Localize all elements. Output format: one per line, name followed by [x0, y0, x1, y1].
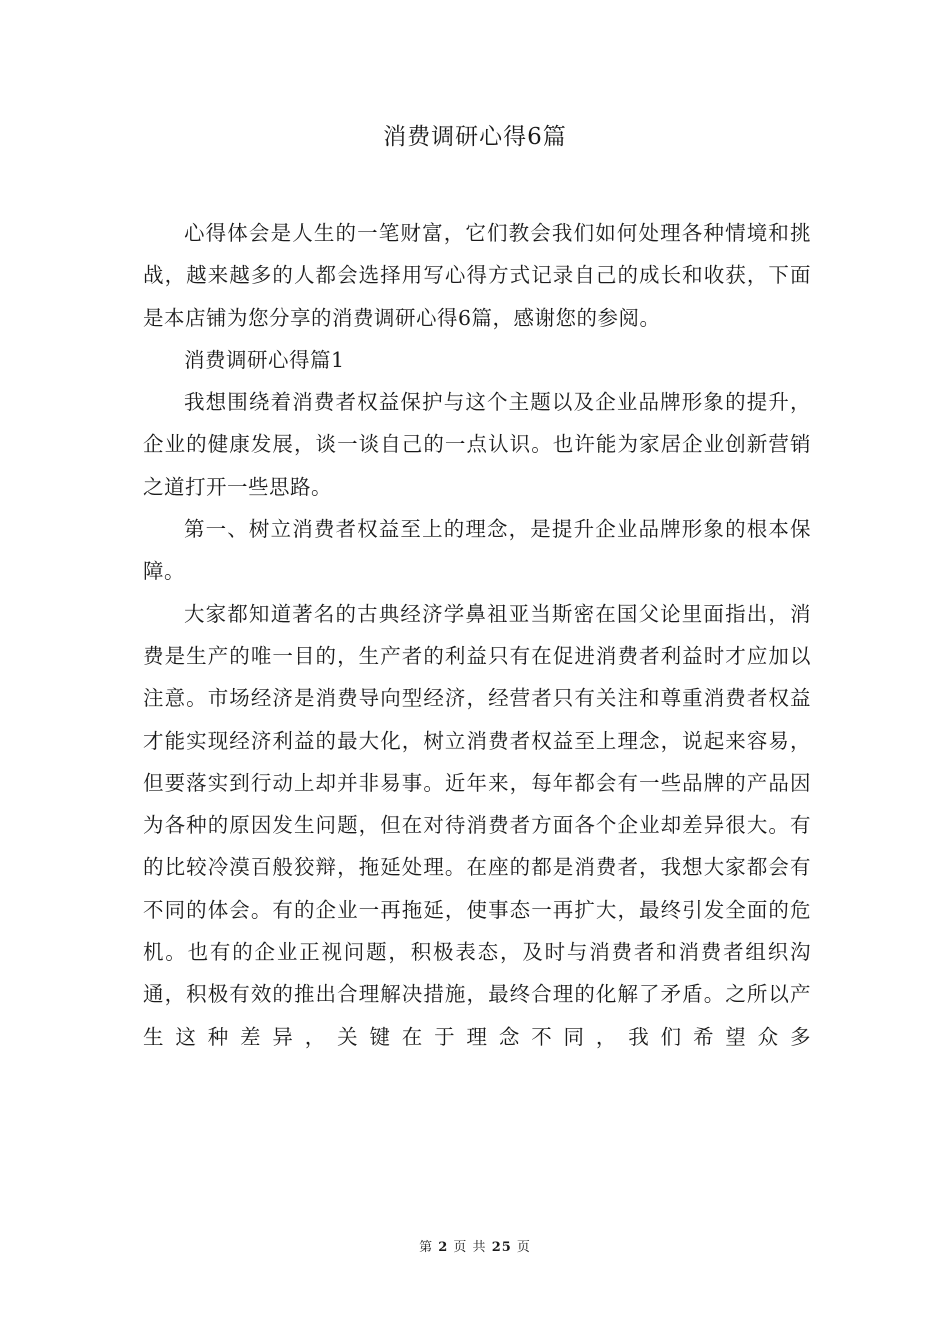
section-heading: 消费调研心得篇1 [184, 347, 345, 372]
paragraph-2: 第一、树立消费者权益至上的理念，是提升企业品牌形象的根本保障。 [143, 517, 811, 584]
document-body [143, 212, 811, 1058]
footer-middle: 页 共 [453, 1240, 487, 1255]
footer-total-pages: 25 [491, 1240, 512, 1255]
paragraph-3: 大家都知道著名的古典经济学鼻祖亚当斯密在国父论里面指出，消费是生产的唯一目的，生产者的利益只有在促进消费者利益时才应加以注意。市场经济是消费导向型经济，经营者只有关注和尊重消费者权益才能实现经济利益的最大化，树立消费者权益至上理念，说起来容易，但要落实到行动上却并非易事。近年来，每年都会有一些品牌的产品因为各种的原因发生问题，但在对待消费者方面各个企业却差异很大。有的比较冷漠百般狡辩，拖延处理。在座的都是消费者，我想大家都会有不同的体会。有的企业一再拖延，使事态一再扩大，最终引发全面的危机。也有的企业正视问题，积极表态，及时与消费者和消费者组织沟通，积极有效的推出合理解决措施，最终合理的化解了矛盾。之所以产生这种差异，关键在于理念不同，我们希望众多 [143, 601, 811, 1049]
paragraph-1: 我想围绕着消费者权益保护与这个主题以及企业品牌形象的提升，企业的健康发展，谈一谈自己的一点认识。也许能为家居企业创新营销之道打开一些思路。 [143, 390, 811, 499]
footer-page-number: 2 [438, 1240, 449, 1255]
page-footer [0, 1236, 950, 1255]
footer-prefix: 第 [419, 1240, 434, 1255]
paragraph-intro: 心得体会是人生的一笔财富，它们教会我们如何处理各种情境和挑战，越来越多的人都会选择用写心得方式记录自己的成长和收获，下面是本店铺为您分享的消费调研心得6篇，感谢您的参阅。 [143, 221, 811, 330]
footer-suffix: 页 [516, 1240, 531, 1255]
page-title: 消费调研心得6篇 [383, 124, 567, 150]
